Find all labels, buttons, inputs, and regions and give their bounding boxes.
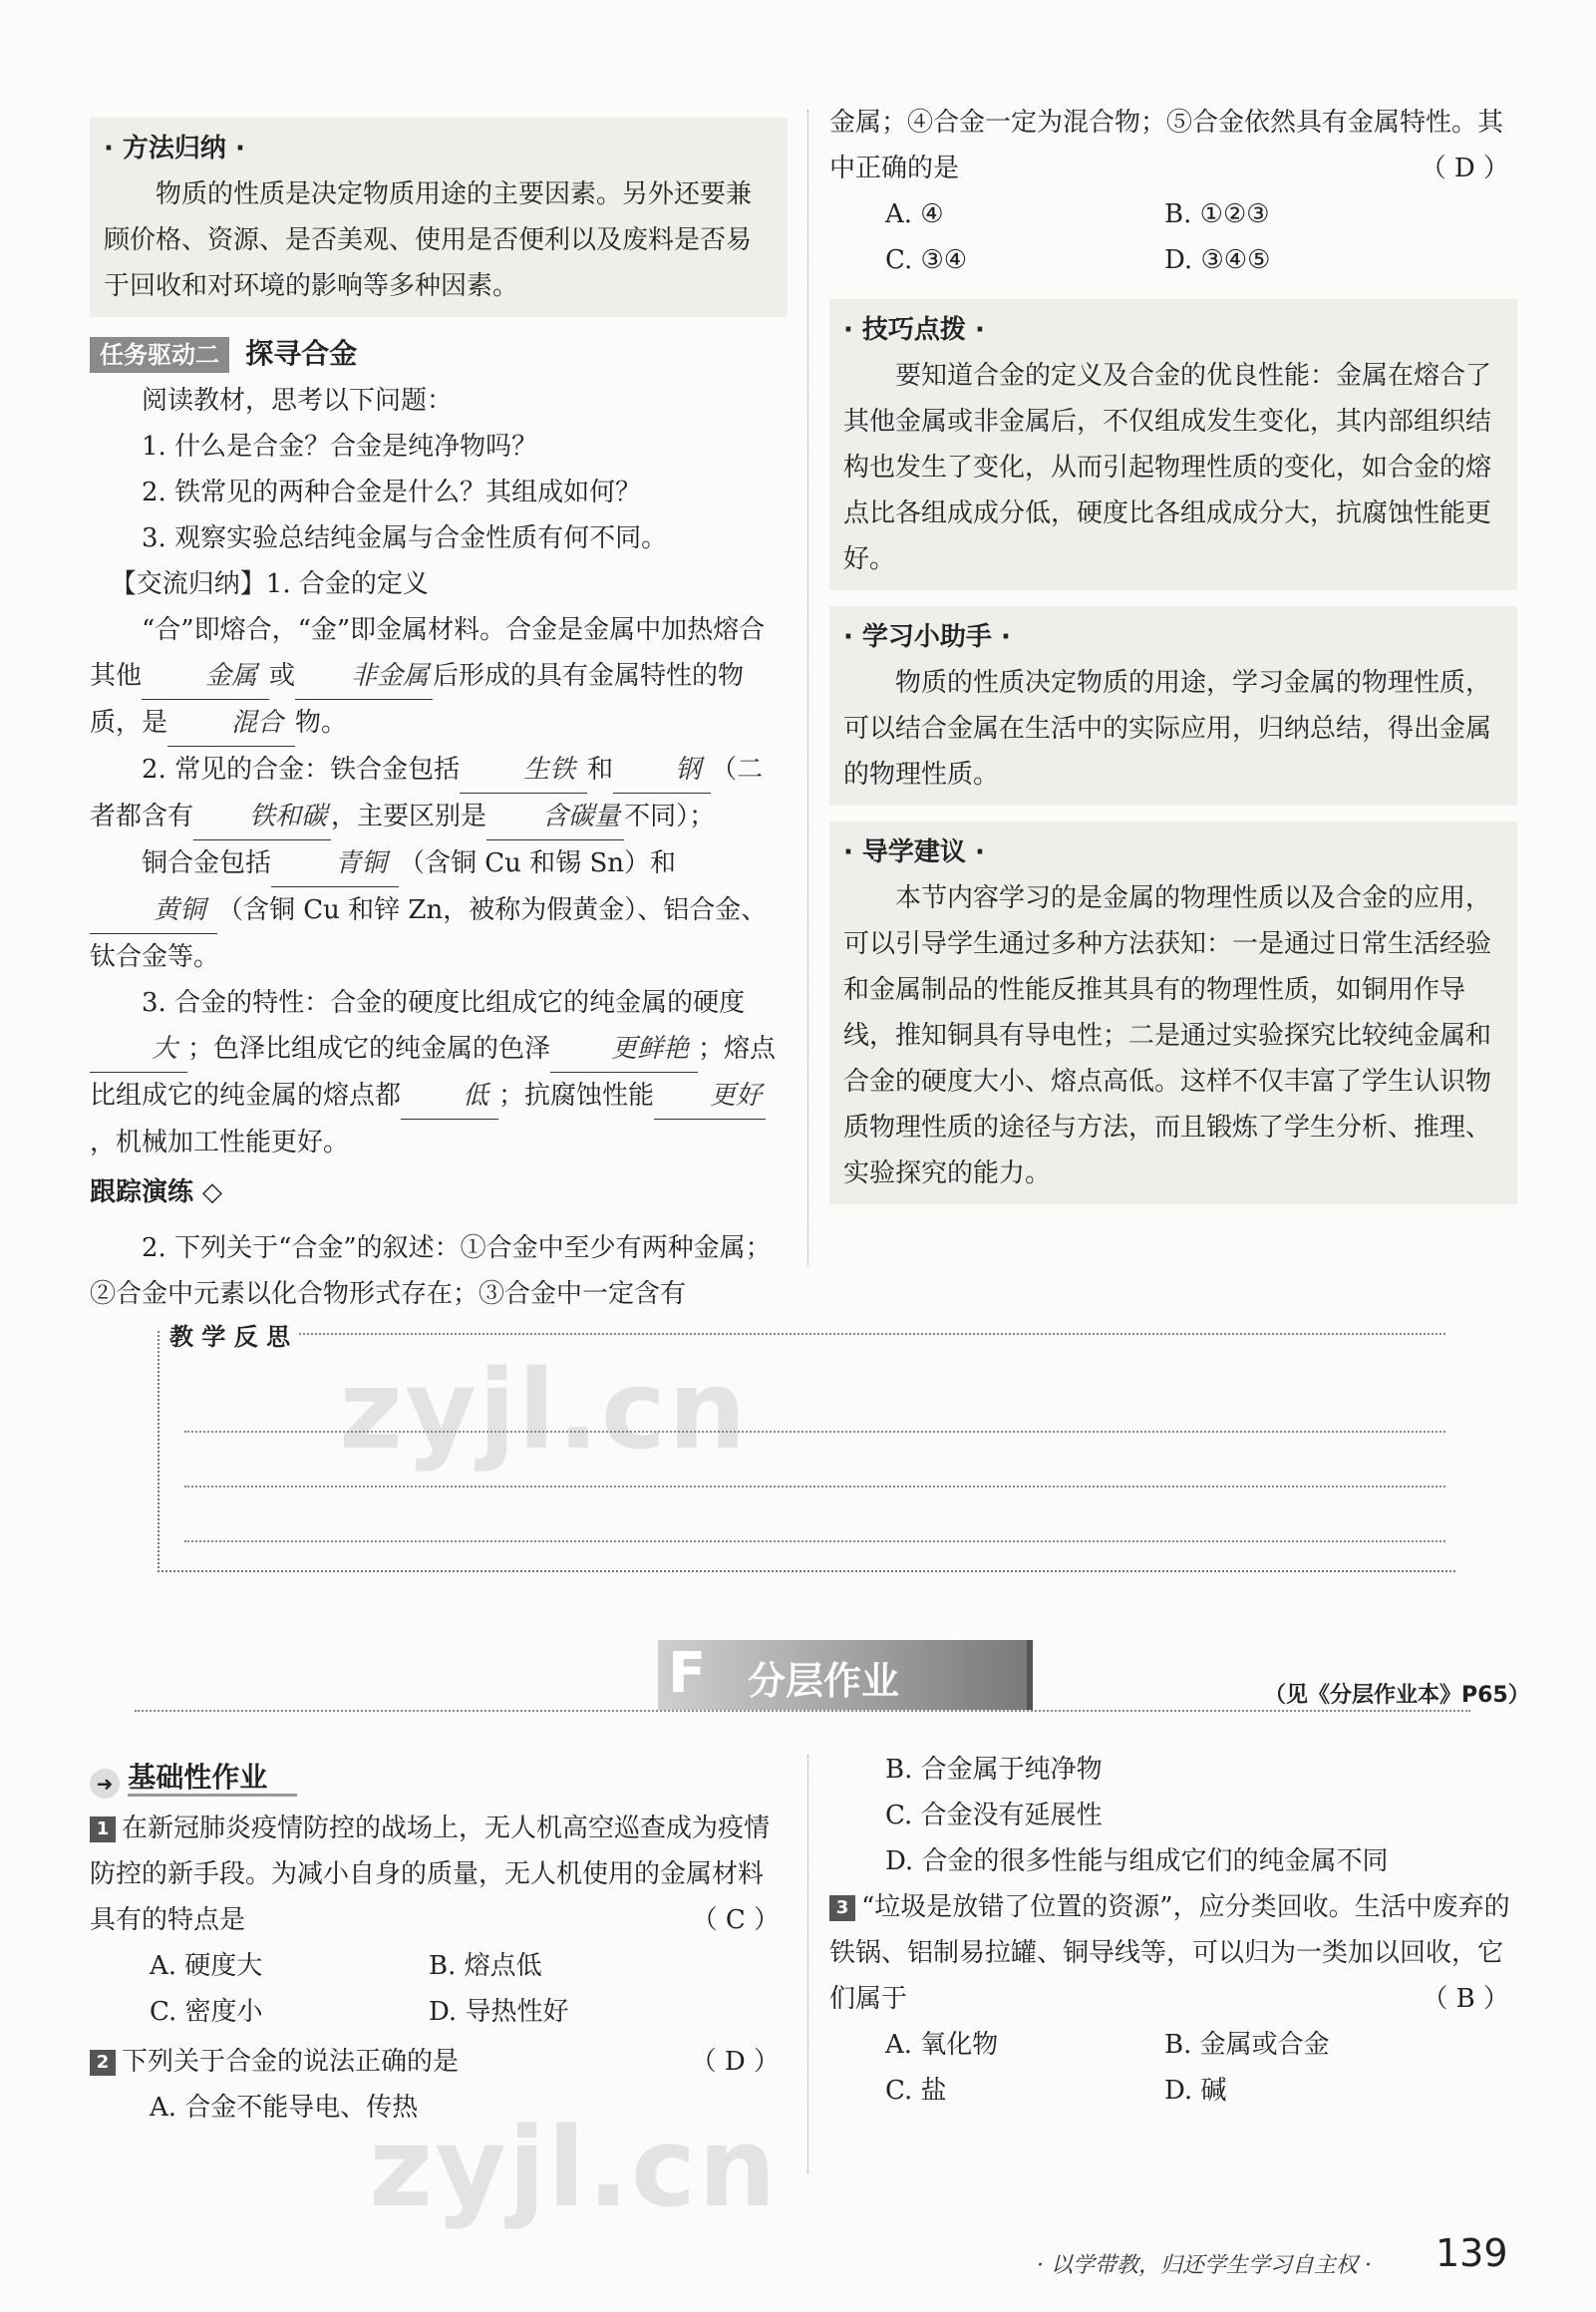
homework-banner-title: 分层作业	[748, 1659, 900, 1703]
blank-iron-carbon: 铁和碳	[193, 794, 331, 840]
guide-text: 本节内容学习的是金属的物理性质以及合金的应用，可以引导学生通过多种方法获知：一是通过日常生活经验和金属制品的性能反推其具有的物理性质，如铜用作导线，推知铜具有导电性；二是通过实验探究比较纯金属和合金的硬度大小、熔点高低。这样不仅丰富了学生认识物质物理性质的途径与方法，而且锻炼了学生分析、推理、实验探究的能力。	[843, 883, 1492, 1188]
q1-option-c: C. 密度小	[150, 1997, 263, 2027]
method-text: 物质的性质是决定物质用途的主要因素。另外还要兼顾价格、资源、是否美观、使用是否便利以及废料是否易于回收和对环境的影响等多种因素。	[104, 179, 753, 301]
q3-option-d: D. 碱	[1164, 2076, 1227, 2106]
q3-option-b: B. 金属或合金	[1164, 2030, 1330, 2060]
blank-carbon-content: 含碳量	[486, 794, 624, 840]
question-1: 1. 什么是合金？合金是纯净物吗？	[142, 432, 538, 462]
blank-brighter: 更鲜艳	[550, 1026, 698, 1073]
banner-letter-icon: F	[668, 1641, 707, 1706]
track-question-2: 2. 下列关于“合金”的叙述：①合金中至少有两种金属；②合金中元素以化合物形式存在；③合金中一定含有	[90, 1233, 772, 1309]
arrow-icon: ➜	[90, 1769, 120, 1799]
hw-question-1: 1 在新冠肺炎疫情防控的战场上，无人机高空巡查成为疫情防控的新手段。为减小自身的质量，无人机使用的金属材料具有的特点是 （ C ）	[90, 1806, 788, 1943]
q2-option-b: B. ①②③	[1164, 199, 1270, 229]
basic-heading: 基础性作业	[128, 1761, 297, 1797]
hw-q2-option-a: A. 合金不能导电、传热	[150, 2093, 419, 2123]
tip-box	[829, 299, 1517, 590]
blank-mixture: 混合	[167, 700, 295, 747]
blank-metal: 金属	[142, 653, 269, 700]
q3-option-a: A. 氧化物	[885, 2030, 999, 2060]
q1-number-badge: 1	[90, 1817, 116, 1842]
copper-alloys-paragraph: 铜合金包括 青铜 （含铜 Cu 和锡 Sn）和黄铜 （含铜 Cu 和锌 Zn，被称为假黄金）、铝合金、钛合金等。	[90, 840, 788, 980]
helper-box	[829, 606, 1517, 806]
q1-option-d: D. 导热性好	[429, 1997, 569, 2027]
reflection-line-1	[299, 1333, 1445, 1335]
definition-paragraph: “合”即熔合，“金”即金属材料。合金是金属中加热熔合其他 金属 或 非金属 后形成的具有金属特性的物质，是 混合 物。	[90, 607, 788, 747]
q2-continued: 金属；④合金一定为混合物；⑤合金依然具有金属特性。其中正确的是 （ D ）	[829, 100, 1517, 191]
homework-right-column	[829, 1747, 1517, 2114]
properties-paragraph: 3. 合金的特性：合金的硬度比组成它的纯金属的硬度大 ；色泽比组成它的纯金属的色泽 更鲜艳 ；熔点比组成它的纯金属的熔点都 低 ；抗腐蚀性能 更好，机械加工性能更好。	[90, 988, 777, 1157]
blank-brass: 黄铜	[90, 887, 217, 934]
method-box	[90, 118, 788, 317]
q1-option-a: A. 硬度大	[150, 1951, 263, 1981]
hw-question-3: 3 “垃圾是放错了位置的资源”，应分类回收。生活中废弃的铁锅、铝制易拉罐、铜导线等，可以归为一类加以回收，它们属于 （ B ）	[829, 1884, 1517, 2022]
task-label: 任务驱动二	[90, 337, 229, 373]
tip-heading: · 技巧点拨 ·	[843, 315, 985, 345]
homework-left-column	[90, 1755, 788, 2131]
column-divider-bottom	[807, 1755, 808, 2173]
helper-heading: · 学习小助手 ·	[843, 622, 1011, 652]
blank-bronze: 青铜	[271, 840, 399, 887]
page-number: 139	[1436, 2231, 1508, 2275]
homework-banner	[658, 1640, 1033, 1710]
reflection-label: 教 学 反 思	[169, 1317, 300, 1352]
q3-answer: （ B ）	[1422, 1984, 1509, 2014]
hw-q2-option-c: C. 合金没有延展性	[885, 1801, 1103, 1830]
blank-pig-iron: 生铁	[460, 747, 587, 794]
q3-options-row-1	[829, 2022, 1517, 2068]
q1-option-b: B. 熔点低	[429, 1951, 542, 1981]
watermark-1: zyjl.cn	[339, 1346, 749, 1474]
q1-answer: （ C ）	[691, 1905, 780, 1935]
common-alloys-paragraph: 2. 常见的合金：铁合金包括 生铁 和 钢 （二者都含有 铁和碳 ，主要区别是 含碳量 不同）；	[90, 747, 788, 840]
q3-options-row-2	[829, 2068, 1517, 2114]
tip-text: 要知道合金的定义及合金的优良性能：金属在熔合了其他金属或非金属后，不仅组成发生变化，其内部组织结构也发生了变化，从而引起物理性质的变化，如合金的熔点比各组成成分低，硬度比各组成成分大，抗腐蚀性能更好。	[843, 361, 1492, 574]
watermark-2: zyjl.cn	[369, 2104, 779, 2231]
q3-number-badge: 3	[829, 1895, 855, 1921]
question-3: 3. 观察实验总结纯金属与合金性质有何不同。	[142, 523, 668, 553]
blank-nonmetal: 非金属	[295, 653, 433, 700]
blank-better: 更好	[654, 1073, 766, 1120]
task-header	[90, 331, 788, 378]
q1-options-row-1	[90, 1943, 788, 1989]
hw-q2-answer: （ D ）	[690, 2047, 780, 2077]
q2-answer: （ D ）	[1420, 154, 1509, 183]
blank-harder: 大	[90, 1026, 187, 1073]
read-intro: 阅读教材，思考以下问题：	[142, 386, 454, 416]
hw-q2-option-b: B. 合金属于纯净物	[885, 1755, 1103, 1785]
q2-option-d: D. ③④⑤	[1164, 245, 1271, 275]
q2-option-a: A. ④	[885, 199, 944, 229]
q3-option-c: C. 盐	[885, 2076, 947, 2106]
q2-options-row-2	[829, 237, 1517, 283]
reflection-line-4	[184, 1540, 1445, 1542]
basic-heading-row	[90, 1755, 788, 1802]
blank-lower: 低	[401, 1073, 498, 1120]
q2-options-row-1	[829, 191, 1517, 237]
question-2: 2. 铁常见的两种合金是什么？其组成如何？	[142, 478, 642, 507]
hw-q2-option-d: D. 合金的很多性能与组成它们的纯金属不同	[885, 1846, 1389, 1876]
helper-text: 物质的性质决定物质的用途，学习金属的物理性质，可以结合金属在生活中的实际应用，归纳总结，得出金属的物理性质。	[843, 668, 1492, 790]
banner-rule	[135, 1710, 1470, 1712]
q1-options-row-2	[90, 1989, 788, 2035]
right-column	[829, 100, 1517, 1204]
hw-question-2: 2 下列关于合金的说法正确的是 （ D ）	[90, 2039, 788, 2085]
task-title: 探寻合金	[245, 337, 358, 370]
exchange-title: 【交流归纳】1. 合金的定义	[110, 569, 429, 599]
reflection-line-3	[184, 1486, 1445, 1487]
homework-reference: （见《分层作业本》P65）	[1264, 1683, 1530, 1708]
method-heading: · 方法归纳 ·	[104, 134, 245, 164]
column-divider-top	[807, 110, 808, 1266]
left-column	[90, 118, 788, 1317]
q2-option-c: C. ③④	[885, 245, 968, 275]
footer-slogan: · 以学带教，归还学生学习自主权 ·	[1037, 2253, 1372, 2278]
q2-number-badge: 2	[90, 2050, 116, 2076]
guide-box	[829, 822, 1517, 1204]
track-heading: 跟踪演练 ◇	[90, 1177, 223, 1207]
guide-heading: · 导学建议 ·	[843, 837, 985, 867]
blank-steel: 钢	[613, 747, 711, 794]
